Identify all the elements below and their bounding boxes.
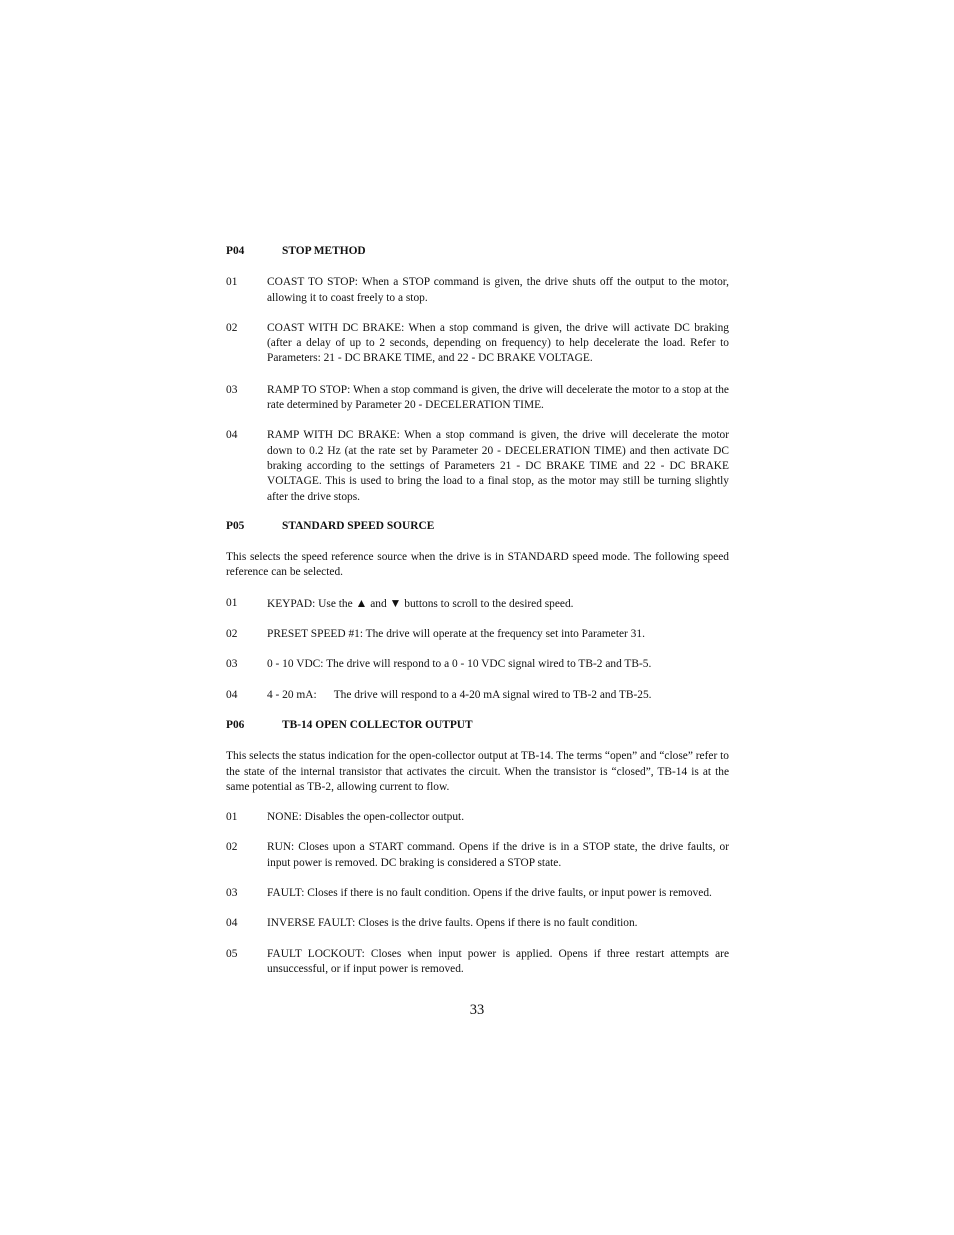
item-text: RAMP WITH DC BRAKE: When a stop command is given, the drive will decelerate the motor down to 0.2 Hz (at the rate set by Parameter 20 - DECELERATION TIME) and then activate DC braking according to the settings of Parameters 21 - DC BRAKE TIME and 22 - DC BRAKE VOLTAGE. This is used to bring the load to a final stop, as the motor may still be turning slightly after the drive stops.	[267, 429, 729, 503]
down-arrow-icon: ▼	[389, 595, 402, 610]
list-item	[226, 688, 729, 703]
item-text-middle: and	[367, 597, 390, 610]
page-number: 33	[469, 1002, 485, 1018]
list-item	[226, 916, 729, 931]
item-code: 02	[226, 321, 238, 334]
section-code: P05	[226, 519, 245, 532]
item-text	[267, 596, 729, 612]
item-text: RUN: Closes upon a START command. Opens if the drive is in a STOP state, the drive faults, or input power is removed. DC braking is considered a STOP state.	[267, 841, 729, 869]
list-item	[226, 840, 729, 871]
section-heading-p04	[226, 244, 729, 259]
item-code: 01	[226, 596, 238, 609]
item-text: RAMP TO STOP: When a stop command is given, the drive will decelerate the motor to a stop at the rate determined by Parameter 20 - DECELERATION TIME.	[267, 383, 729, 412]
section-intro: This selects the speed reference source when the drive is in STANDARD speed mode. The following speed reference can be selected.	[226, 551, 729, 579]
section-title: TB-14 OPEN COLLECTOR OUTPUT	[282, 718, 473, 731]
item-code: 04	[226, 688, 238, 701]
section-heading-p05	[226, 519, 729, 534]
item-code: 01	[226, 276, 238, 289]
section-intro: This selects the status indication for the open-collector output at TB-14. The terms “open” and “close” refer to the state of the internal transistor that activates the circuit. When the transistor is “closed”, TB-14 is at the same potential as TB-2, allowing current to flow.	[226, 750, 729, 793]
list-item	[226, 886, 729, 901]
list-item	[226, 657, 729, 672]
item-label: 4 - 20 mA:	[267, 688, 317, 701]
list-item	[226, 275, 729, 306]
item-text-end: buttons to scroll to the desired speed.	[401, 597, 574, 610]
item-text: FAULT LOCKOUT: Closes when input power is applied. Opens if three restart attempts are unsuccessful, or if input power is removed.	[267, 947, 729, 975]
item-text: PRESET SPEED #1: The drive will operate at the frequency set into Parameter 31.	[267, 628, 645, 641]
item-code: 03	[226, 887, 238, 900]
item-text-start: KEYPAD: Use the	[267, 597, 356, 610]
section-code: P06	[226, 718, 245, 731]
item-text: COAST TO STOP: When a STOP command is given, the drive shuts off the output to the motor, allowing it to coast freely to a stop.	[267, 276, 729, 304]
item-code: 02	[226, 841, 238, 854]
item-text: 0 - 10 VDC: The drive will respond to a 0 - 10 VDC signal wired to TB-2 and TB-5.	[267, 658, 652, 671]
section-title: STANDARD SPEED SOURCE	[282, 519, 435, 532]
item-text: INVERSE FAULT: Closes is the drive faults. Opens if there is no fault condition.	[267, 917, 638, 930]
item-text: FAULT: Closes if there is no fault condition. Opens if the drive faults, or input power is removed.	[267, 887, 712, 900]
item-description: The drive will respond to a 4-20 mA signal wired to TB-2 and TB-25.	[333, 688, 652, 701]
item-code: 03	[226, 658, 238, 671]
item-code: 05	[226, 947, 238, 960]
page-content	[226, 244, 729, 977]
list-item	[226, 947, 729, 978]
list-item	[226, 428, 729, 504]
item-code: 04	[226, 429, 238, 442]
item-text	[267, 688, 729, 703]
item-text: NONE: Disables the open-collector output.	[267, 811, 465, 824]
list-item	[226, 627, 729, 642]
list-item	[226, 810, 729, 825]
item-code: 03	[226, 383, 238, 396]
item-code: 04	[226, 917, 238, 930]
list-item	[226, 596, 729, 612]
section-code: P04	[226, 245, 245, 257]
list-item	[226, 321, 729, 367]
up-arrow-icon: ▲	[355, 595, 368, 610]
section-heading-p06	[226, 718, 729, 733]
item-code: 01	[226, 811, 238, 824]
item-text: COAST WITH DC BRAKE: When a stop command is given, the drive will activate DC braking (after a delay of up to 2 seconds, depending on frequency) to help decelerate the load. Refer to Parameters: 21 - DC BRAKE TIME, and 22 - DC BRAKE VOLTAGE.	[267, 321, 729, 365]
list-item	[226, 383, 729, 414]
item-code: 02	[226, 628, 238, 641]
section-title: STOP METHOD	[282, 245, 366, 257]
